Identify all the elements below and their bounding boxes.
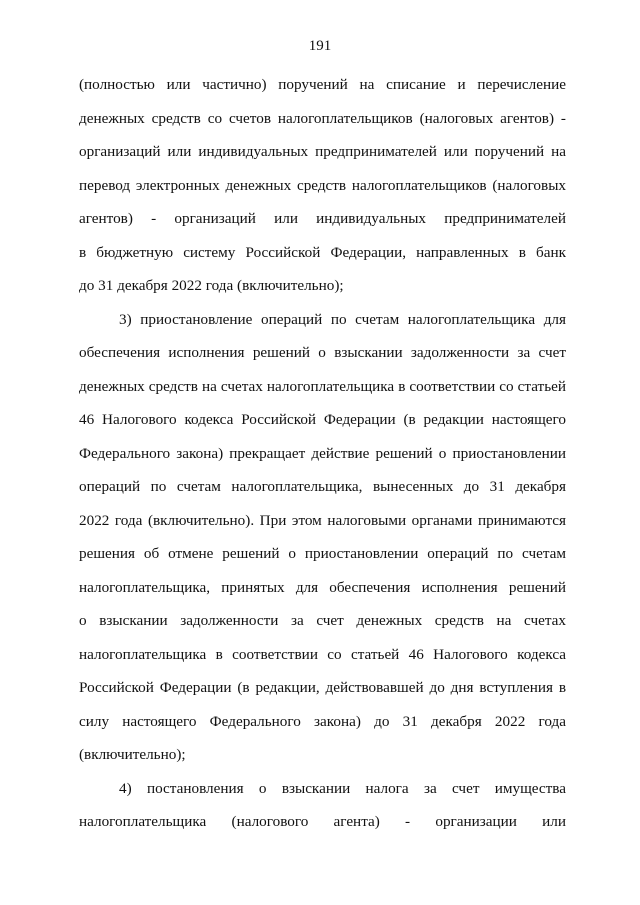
text-line: налогоплательщика, принятых для обеспечения исполнения решений [79, 579, 566, 596]
text-line: до 31 декабря 2022 года (включительно); [79, 277, 344, 294]
text-line: налогоплательщика (налогового агента) - организации или [79, 813, 566, 830]
text-line: агентов) - организаций или индивидуальных предпринимателей [79, 210, 566, 227]
text-line: 2022 года (включительно). При этом налоговыми органами принимаются [79, 512, 566, 529]
text-line: операций по счетам налогоплательщика, вынесенных до 31 декабря [79, 478, 566, 495]
text-line: перевод электронных денежных средств налогоплательщиков (налоговых [79, 177, 566, 194]
text-line: налогоплательщика в соответствии со статьей 46 Налогового кодекса [79, 646, 566, 663]
text-line: (включительно); [79, 746, 186, 763]
text-line: о взыскании задолженности за счет денежных средств на счетах [79, 612, 566, 629]
text-line: обеспечения исполнения решений о взыскании задолженности за счет [79, 344, 566, 361]
text-line: силу настоящего Федерального закона) до 31 декабря 2022 года [79, 713, 566, 730]
text-line: Российской Федерации (в редакции, действовавшей до дня вступления в [79, 679, 566, 696]
text-line: денежных средств на счетах налогоплательщика в соответствии со статьей [79, 378, 566, 395]
text-line: денежных средств со счетов налогоплательщиков (налоговых агентов) - [79, 110, 566, 127]
text-line: 46 Налогового кодекса Российской Федерации (в редакции настоящего [79, 411, 566, 428]
text-line: 3) приостановление операций по счетам налогоплательщика для [119, 311, 566, 328]
text-line: Федерального закона) прекращает действие решений о приостановлении [79, 445, 566, 462]
text-line: организаций или индивидуальных предпринимателей или поручений на [79, 143, 566, 160]
text-line: решения об отмене решений о приостановлении операций по счетам [79, 545, 566, 562]
text-line: в бюджетную систему Российской Федерации, направленных в банк [79, 244, 566, 261]
text-line: 4) постановления о взыскании налога за счет имущества [119, 780, 566, 797]
text-line: (полностью или частично) поручений на списание и перечисление [79, 76, 566, 93]
page-number: 191 [308, 38, 332, 54]
